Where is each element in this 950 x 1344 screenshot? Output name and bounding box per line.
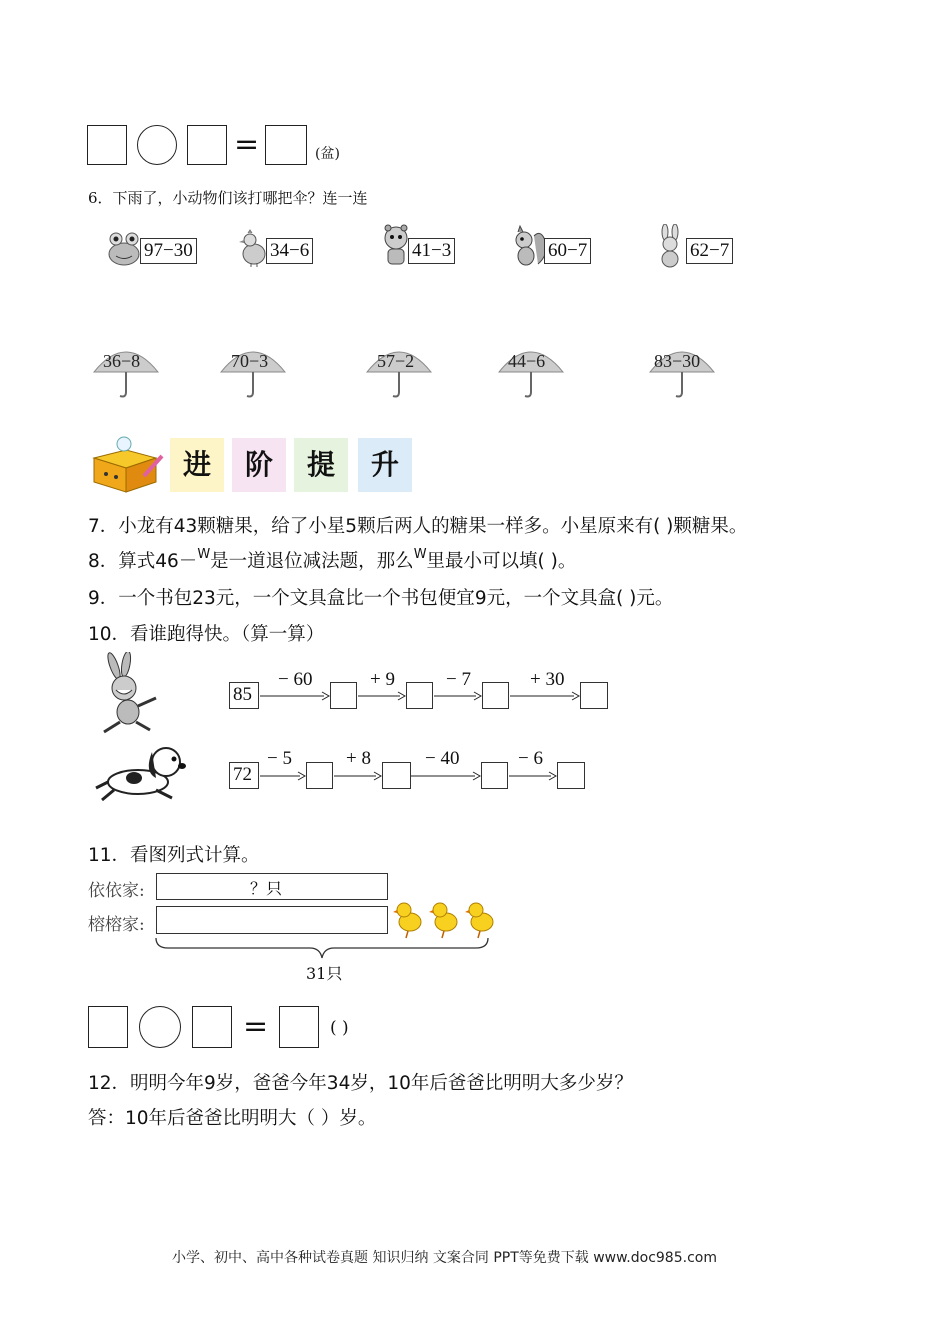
arrow-icon [358, 690, 406, 702]
operation-label: + 9 [370, 669, 395, 690]
question-11: 11．看图列式计算。 [88, 845, 260, 866]
arrow-icon [334, 770, 382, 782]
answer-box[interactable] [580, 682, 608, 709]
equals-sign: = [243, 1009, 269, 1044]
answer-box[interactable] [382, 762, 411, 789]
answer-box[interactable] [306, 762, 333, 789]
operation-label: − 5 [267, 748, 292, 769]
operation-label: − 60 [278, 669, 313, 690]
operation-label: + 30 [530, 669, 565, 690]
question-9: 9．一个书包23元，一个文具盒比一个书包便宜9元，一个文具盒( )元。 [88, 588, 674, 609]
equals-sign: = [234, 127, 260, 162]
arrow-icon [260, 770, 306, 782]
umbrella-expression: 36−8 [103, 351, 141, 371]
running-rabbit-icon [92, 652, 164, 736]
operation-label: + 8 [346, 748, 371, 769]
question-12: 12．明明今年9岁，爸爸今年34岁，10年后爸爸比明明大多少岁？ [88, 1073, 633, 1094]
operator-circle[interactable] [139, 1006, 181, 1048]
unit-label: (盆) [315, 146, 340, 162]
question-8-start: 8．算式46－ [88, 551, 198, 572]
arrow-icon [260, 690, 330, 702]
question-10: 10．看谁跑得快。（算一算） [88, 624, 325, 645]
placeholder-symbol: W [197, 547, 211, 562]
arrow-icon [509, 770, 557, 782]
question-6: 6．下雨了，小动物们该打哪把伞？连一连 [88, 189, 368, 207]
arrow-icon [434, 690, 482, 702]
section-tile: 阶 [232, 438, 286, 492]
arrow-icon [510, 690, 580, 702]
umbrella-expression: 83−30 [654, 351, 701, 371]
answer-box[interactable] [482, 682, 509, 709]
operation-label: − 7 [446, 669, 471, 690]
section-tile: 升 [358, 438, 412, 492]
question-7: 7．小龙有43颗糖果，给了小星5颗后两人的糖果一样多。小星原来有( )颗糖果。 [88, 516, 748, 537]
answer-box[interactable] [406, 682, 433, 709]
arrow-icon [411, 770, 481, 782]
section-tile: 提 [294, 438, 348, 492]
unit-label: ( ) [330, 1018, 349, 1038]
answer-box[interactable] [265, 125, 307, 165]
chicks-icon [392, 898, 500, 940]
running-dog-icon [94, 742, 190, 804]
placeholder-symbol: W [413, 547, 427, 562]
answer-box[interactable] [557, 762, 585, 789]
umbrella-expression: 44−6 [508, 351, 546, 371]
rabbit-icon [653, 224, 689, 268]
bar-value-label: ？只 [250, 879, 283, 898]
operation-label: − 6 [518, 748, 543, 769]
answer-box[interactable] [330, 682, 357, 709]
answer-box[interactable] [187, 125, 227, 165]
box-mascot-icon [86, 436, 166, 494]
animal-expression: 97−30 [140, 238, 197, 264]
section-tile: 进 [170, 438, 224, 492]
total-label: 31只 [306, 964, 343, 983]
animal-expression: 34−6 [266, 238, 313, 264]
question-8 [88, 547, 576, 573]
umbrella-expression: 70−3 [231, 351, 269, 371]
animal-expression: 62−7 [686, 238, 733, 264]
start-number: 85 [233, 684, 252, 705]
answer-box[interactable] [192, 1006, 232, 1048]
row-label: 榕榕家: [88, 915, 145, 935]
row-label: 依依家: [88, 881, 145, 901]
operation-label: − 40 [425, 748, 460, 769]
question-8-mid: 是一道退位减法题，那么 [210, 551, 414, 572]
total-brace [154, 936, 490, 962]
footer-text: 小学、初中、高中各种试卷真题 知识归纳 文案合同 PPT等免费下载 www.doc985.com [172, 1250, 717, 1266]
answer-box[interactable] [88, 1006, 128, 1048]
answer-line: 答：10年后爸爸比明明大（ ）岁。 [88, 1108, 377, 1129]
answer-box[interactable] [279, 1006, 319, 1048]
start-number: 72 [233, 764, 252, 785]
answer-box[interactable] [481, 762, 508, 789]
bar-rongrong [156, 906, 388, 934]
animal-expression: 60−7 [544, 238, 591, 264]
frog-icon [104, 228, 144, 268]
question-8-end: 里最小可以填( )。 [426, 551, 577, 572]
animal-expression: 41−3 [408, 238, 455, 264]
umbrella-expression: 57−2 [377, 351, 415, 371]
answer-box[interactable] [87, 125, 127, 165]
operator-circle[interactable] [137, 125, 177, 165]
